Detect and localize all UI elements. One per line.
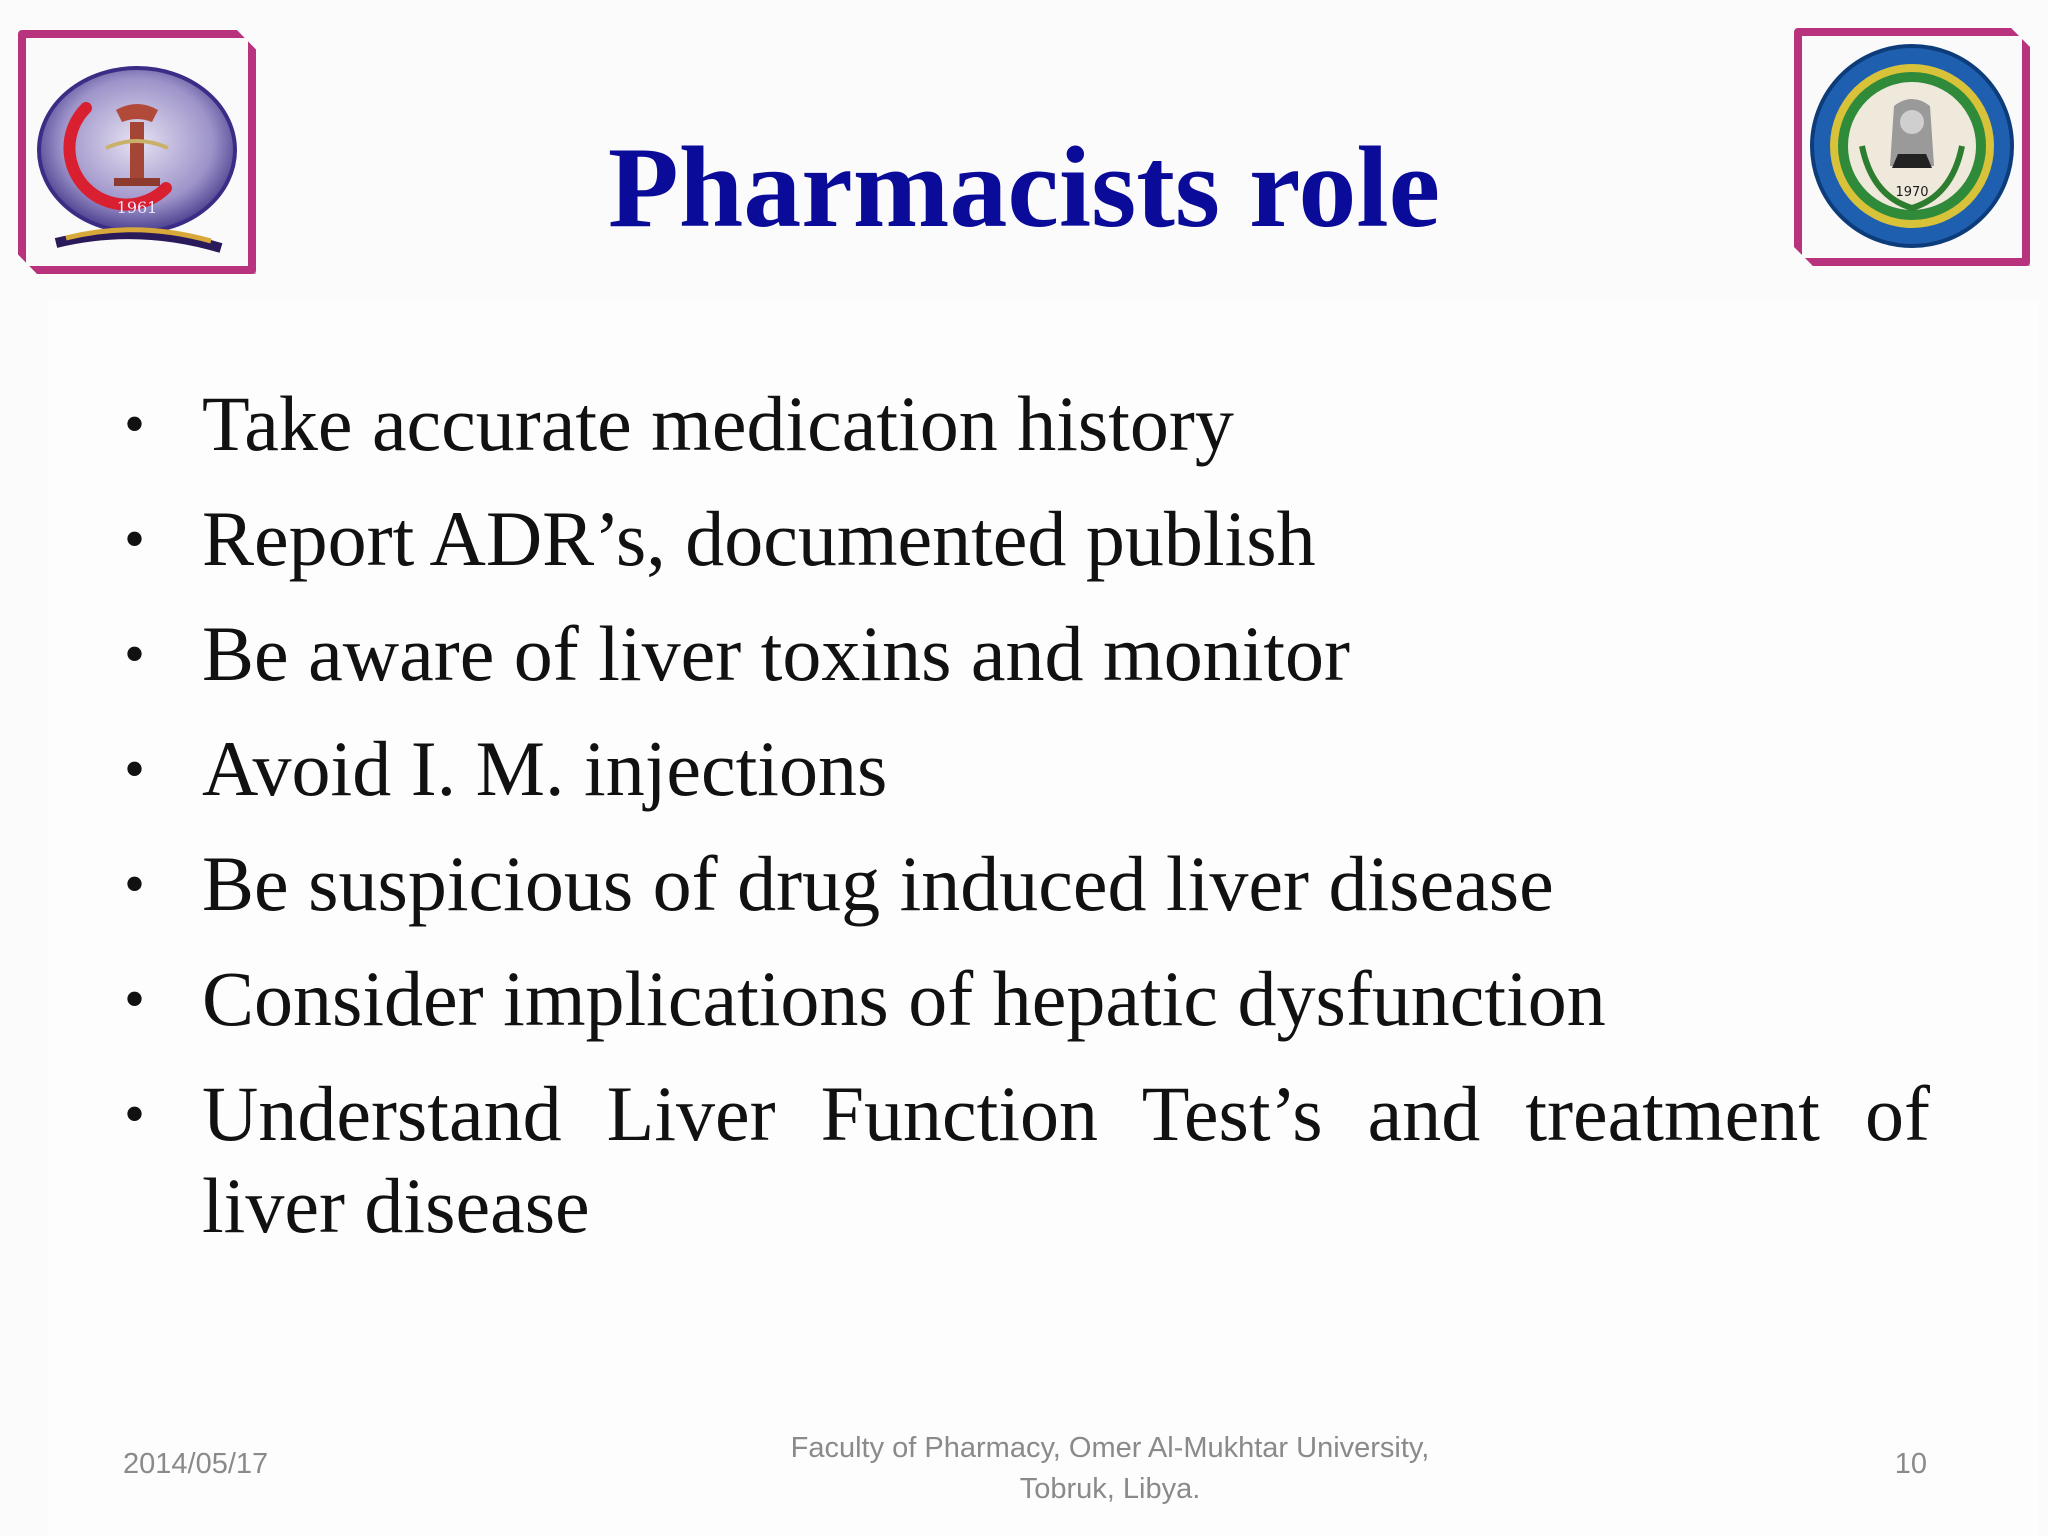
bullet-icon: •	[124, 851, 146, 917]
list-item	[120, 953, 1930, 1045]
bullet-icon: •	[124, 391, 146, 457]
bullet-icon: •	[124, 621, 146, 687]
bullet-text: Report ADR’s, documented publish	[202, 495, 1316, 582]
bullet-icon: •	[124, 966, 146, 1032]
bullet-text: Consider implications of hepatic dysfunction	[202, 955, 1606, 1042]
bullet-icon: •	[124, 506, 146, 572]
list-item	[120, 1068, 1930, 1252]
footer-institution-line1: Faculty of Pharmacy, Omer Al-Mukhtar University,	[790, 1432, 1430, 1464]
bullet-text: Avoid I. M. injections	[202, 725, 888, 812]
bullet-text: Understand Liver Function Test’s and treatment of liver disease	[202, 1070, 1930, 1249]
bullet-icon: •	[124, 1081, 146, 1147]
slide-title: Pharmacists role	[607, 124, 1441, 252]
footer-institution	[700, 1428, 1520, 1510]
list-item	[120, 493, 1930, 585]
footer-institution-line2: Tobruk, Libya.	[1019, 1473, 1201, 1505]
right-logo-year: 1970	[1895, 185, 1929, 200]
list-item	[120, 378, 1930, 470]
list-item	[120, 723, 1930, 815]
bullet-text: Take accurate medication history	[202, 380, 1234, 467]
page-number: 10	[1894, 1448, 1927, 1480]
bullet-text: Be suspicious of drug induced liver disease	[202, 840, 1554, 927]
bullet-icon: •	[124, 736, 146, 802]
list-item	[120, 838, 1930, 930]
list-item	[120, 608, 1930, 700]
left-logo-year: 1961	[116, 198, 158, 217]
footer-date: 2014/05/17	[123, 1448, 269, 1480]
bullet-list	[120, 378, 1930, 1275]
bullet-text: Be aware of liver toxins and monitor	[202, 610, 1351, 697]
